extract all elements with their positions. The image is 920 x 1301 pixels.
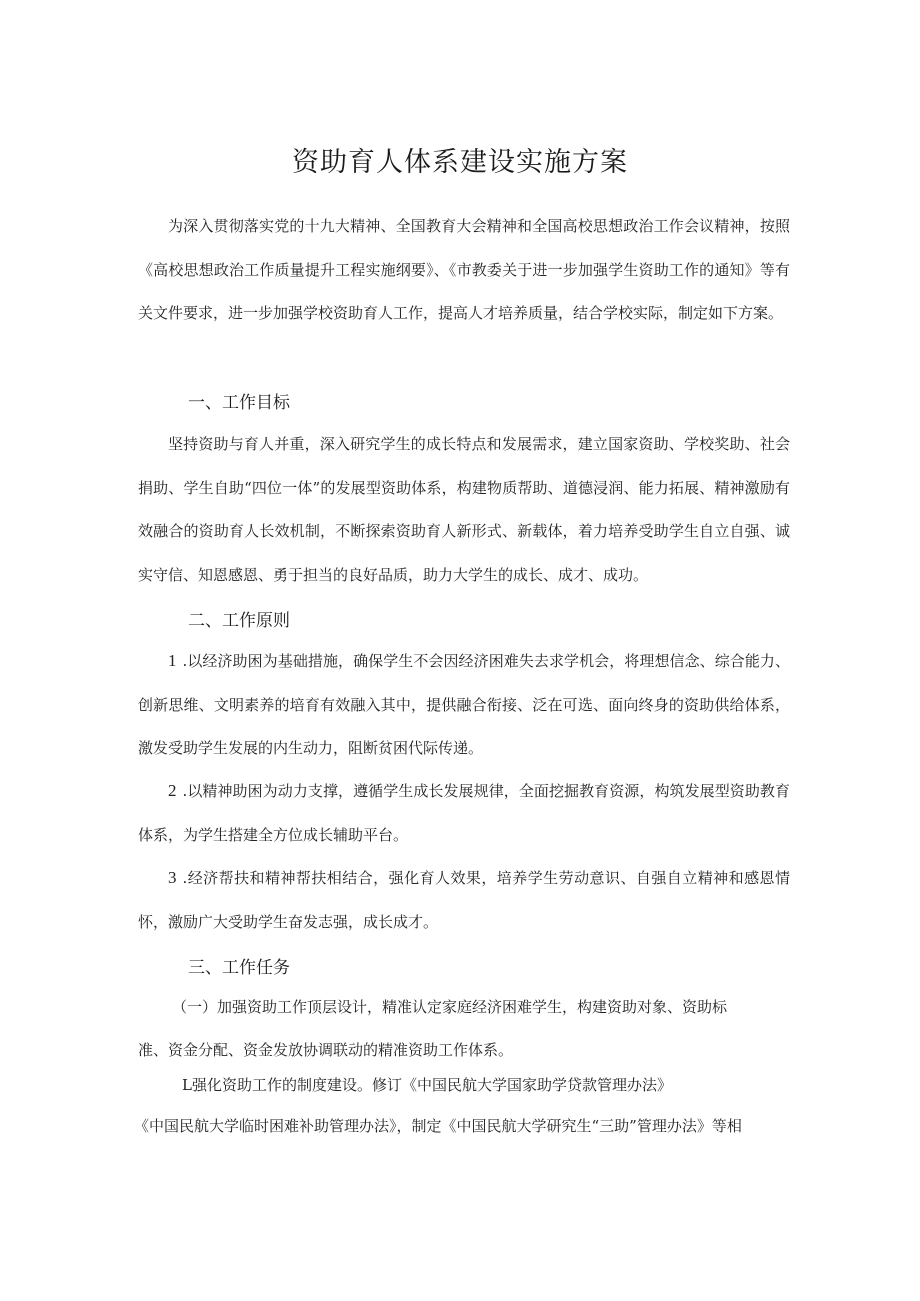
goals-paragraph: 坚持资助与育人并重，深入研究学生的成长特点和发展需求，建立国家资助、学校奖助、社会捐助、学生自助“四位一体”的发展型资助体系，构建物质帮助、道德浸润、能力拓展、精神激励有效融合的资助育人长效机制，不断探索资助育人新形式、新载体，着力培养受助学生自立自强、诚实守信、知恩感恩、勇于担当的良好品质，助力大学生的成长、成才、成功。 xyxy=(138,435,790,584)
task-item-line: L强化资助工作的制度建设。修订《中国民航大学国家助学贷款管理办法》 xyxy=(182,1076,672,1094)
principle-item xyxy=(138,769,790,857)
section-heading-tasks: 三、工作任务 xyxy=(188,958,290,978)
intro-paragraph: 为深入贯彻落实党的十九大精神、全国教育大会精神和全国高校思想政治工作会议精神，按照《高校思想政治工作质量提升工程实施纲要》、《市教委关于进一步加强学生资助工作的通知》等有关文件要求，进一步加强学校资助育人工作，提高人才培养质量，结合学校实际，制定如下方案。 xyxy=(138,217,790,322)
principle-item xyxy=(138,639,790,771)
section-heading-goals: 一、工作目标 xyxy=(188,393,290,413)
principle-text: .以精神助困为动力支撑，遵循学生成长发展规律，全面挖掘教育资源，构筑发展型资助教育体系，为学生搭建全方位成长辅助平台。 xyxy=(138,782,790,844)
task-item-line: 《中国民航大学临时困难补助管理办法》，制定《中国民航大学研究生“三助”管理办法》等相 xyxy=(134,1117,742,1135)
principle-text: .经济帮扶和精神帮扶相结合，强化育人效果，培养学生劳动意识、自强自立精神和感恩情怀，激励广大受助学生奋发志强，成长成才。 xyxy=(138,869,790,931)
section-heading-principles: 二、工作原则 xyxy=(188,611,290,631)
task-subheading-line: （一）加强资助工作顶层设计，精准认定家庭经济困难学生，构建资助对象、资助标 xyxy=(172,998,728,1016)
principle-item xyxy=(138,856,790,944)
principle-text: .以经济助困为基础措施，确保学生不会因经济困难失去求学机会，将理想信念、综合能力、创新思维、文明素养的培育有效融入其中，提供融合衔接、泛在可选、面向终身的资助供给体系，激发受助学生发展的内生动力，阻断贫困代际传递。 xyxy=(138,652,790,757)
principle-number: 1 xyxy=(168,651,177,670)
task-subheading-line: 准、资金分配、资金发放协调联动的精准资助工作体系。 xyxy=(138,1041,514,1059)
principle-number: 2 xyxy=(168,781,177,800)
document-title: 资助育人体系建设实施方案 xyxy=(292,147,628,178)
principle-number: 3 xyxy=(168,868,177,887)
